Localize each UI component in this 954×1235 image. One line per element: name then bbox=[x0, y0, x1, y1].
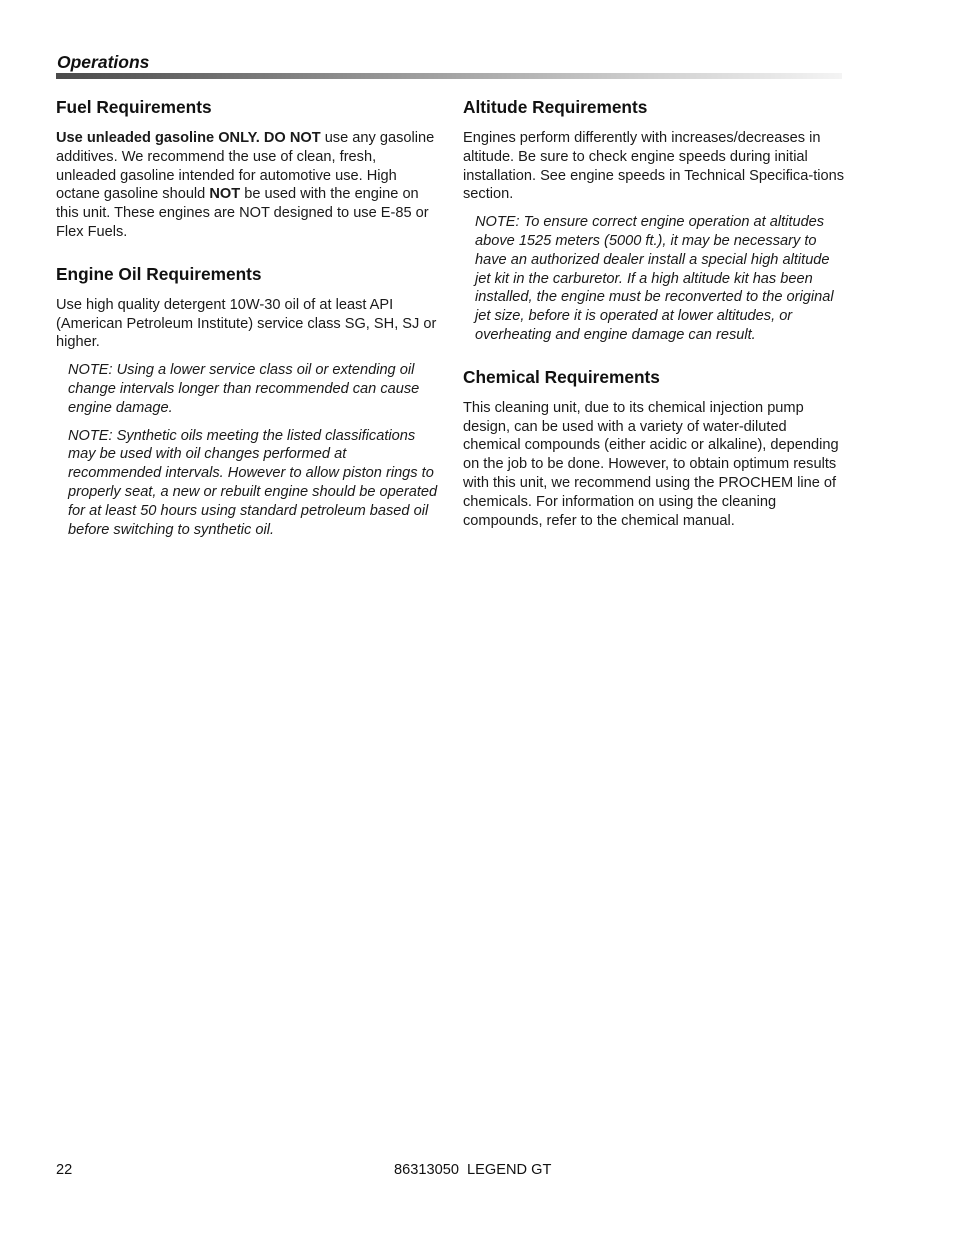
right-column bbox=[463, 96, 845, 539]
altitude-note: NOTE: To ensure correct engine operation at altitudes above 1525 meters (5000 ft.), it may be necessary to have an authorized dealer install a special high altitude jet kit in the carburetor. If a high altitude kit has been installed, the engine must be reconverted to the original jet size, before it is operated at lower altitudes, or overheating and engine damage can result. bbox=[475, 214, 834, 343]
chemical-paragraph: This cleaning unit, due to its chemical injection pump design, can be used with a variety of water-diluted chemical compounds (either acidic or alkaline), depending on the job to be done. However, to obtain optimum results with this unit, we recommend using the PROCHEM line of chemicals. For information on using the cleaning compounds, refer to the chemical manual. bbox=[463, 399, 839, 529]
fuel-paragraph bbox=[56, 129, 438, 242]
altitude-paragraph: Engines perform differently with increases/decreases in altitude. Be sure to check engine speeds during initial installation. See engine speeds in Technical Specifica-tions section. bbox=[463, 130, 845, 203]
fuel-heading: Fuel Requirements bbox=[56, 97, 212, 117]
section-title: Operations bbox=[57, 52, 150, 72]
oil-paragraph: Use high quality detergent 10W-30 oil of at least API (American Petroleum Institute) service class SG, SH, SJ or higher. bbox=[56, 296, 437, 351]
fuel-text-1: use any gasoline additives. We recommend the use of clean, fresh, unleaded gasoline intended for automotive use. High octane gasoline should bbox=[56, 130, 435, 203]
fuel-bold-1: Use unleaded gasoline ONLY. DO NOT bbox=[56, 130, 321, 146]
chemical-heading: Chemical Requirements bbox=[463, 366, 660, 387]
document-id: 86313050 LEGEND GT bbox=[394, 1162, 552, 1178]
page-number: 22 bbox=[56, 1162, 73, 1178]
fuel-text-2: be used with the engine on this unit. These engines are NOT designed to use E-85 or Flex Fuels. bbox=[56, 186, 429, 240]
left-column bbox=[56, 96, 438, 548]
oil-note-2: NOTE: Synthetic oils meeting the listed classifications may be used with oil changes performed at recommended intervals. However to allow piston rings to properly seat, a new or rebuilt engine should be operated for at least 50 hours using standard petroleum based oil before switching to synthetic oil. bbox=[68, 427, 438, 538]
fuel-bold-2: NOT bbox=[209, 186, 241, 203]
altitude-heading: Altitude Requirements bbox=[463, 97, 648, 117]
oil-note-1: NOTE: Using a lower service class oil or extending oil change intervals longer than recommended can cause engine damage. bbox=[68, 362, 420, 416]
oil-heading: Engine Oil Requirements bbox=[56, 263, 262, 284]
header-rule bbox=[56, 73, 842, 79]
